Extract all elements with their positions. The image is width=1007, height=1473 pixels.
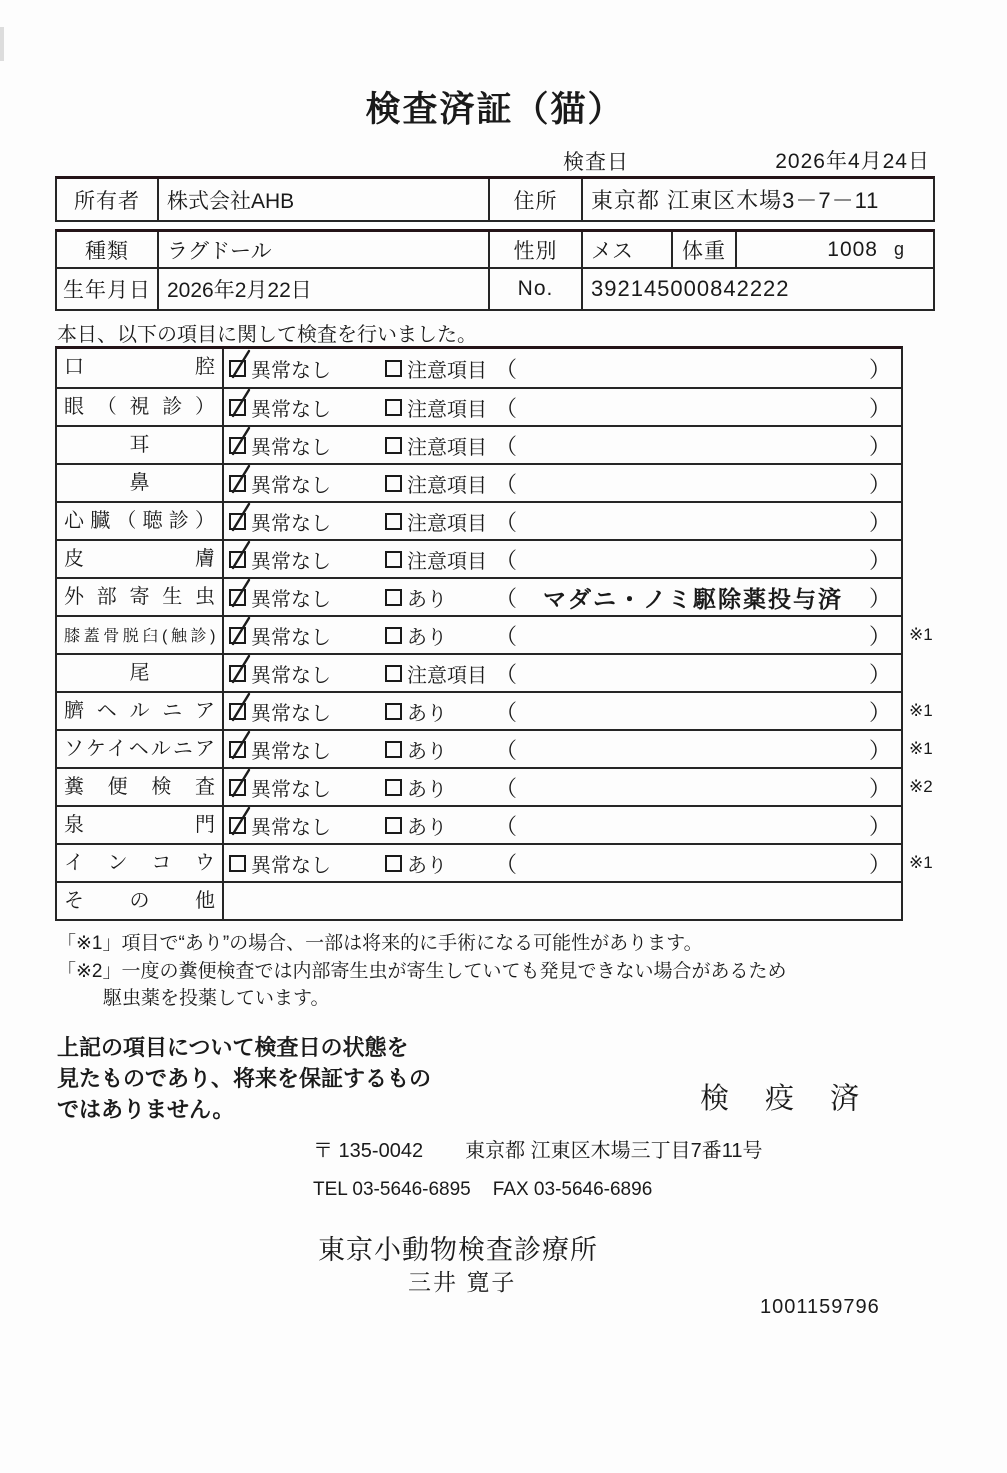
attention-option bbox=[385, 621, 495, 650]
remarks-text: マダニ・ノミ駆除薬投与済 bbox=[543, 585, 843, 612]
sex-label: 性別 bbox=[490, 232, 583, 267]
checklist-row bbox=[57, 691, 933, 729]
address-value: 東京都 江東区木場3－7－11 bbox=[591, 188, 880, 213]
checkmark-icon bbox=[227, 653, 253, 685]
no-abnormality-option bbox=[229, 659, 385, 688]
exam-result-cell bbox=[224, 465, 901, 501]
exam-item-label: 糞便検査 bbox=[57, 769, 224, 805]
paren-close: ） bbox=[868, 813, 891, 839]
clinic-address-line bbox=[313, 1134, 763, 1163]
paren-open: （ bbox=[495, 509, 518, 535]
attention-label: あり bbox=[407, 740, 447, 763]
owner-row bbox=[57, 179, 933, 220]
checkmark-icon bbox=[227, 615, 253, 647]
paren-open: （ bbox=[495, 433, 518, 459]
exam-result-cell bbox=[224, 541, 901, 577]
no-abnormality-checkbox bbox=[229, 551, 246, 568]
paren-open: （ bbox=[495, 737, 518, 763]
paren-open: （ bbox=[495, 471, 518, 497]
owner-value: 株式会社AHB bbox=[159, 179, 490, 220]
quarantine-stamp: 検 疫 済 bbox=[700, 1083, 874, 1115]
checklist-row bbox=[57, 463, 901, 501]
reference-mark: ※1 bbox=[909, 739, 933, 758]
checklist-row bbox=[57, 501, 901, 539]
disclaimer-line-1: 上記の項目について検査日の状態を bbox=[57, 1035, 409, 1060]
checklist-row bbox=[57, 349, 901, 387]
no-abnormality-option bbox=[229, 431, 385, 460]
checkmark-icon bbox=[227, 501, 253, 533]
checklist-row bbox=[57, 767, 933, 805]
paren-open: （ bbox=[495, 775, 518, 801]
paren-open: （ bbox=[495, 356, 518, 382]
no-abnormality-option bbox=[229, 469, 385, 498]
owner-label: 所有者 bbox=[57, 179, 159, 220]
paren-close: ） bbox=[868, 471, 891, 497]
paren-close: ） bbox=[868, 509, 891, 535]
attention-checkbox bbox=[385, 703, 402, 720]
footnote-2-line2: 駆虫薬を投薬しています。 bbox=[103, 988, 330, 1009]
exam-result-cell bbox=[224, 883, 901, 919]
remarks-field bbox=[495, 734, 901, 765]
exam-item-label: 鼻 bbox=[57, 465, 224, 501]
attention-checkbox bbox=[385, 437, 402, 454]
exam-result-cell bbox=[224, 693, 901, 729]
clinic-address: 東京都 江東区木場三丁目7番11号 bbox=[465, 1140, 763, 1162]
attention-checkbox bbox=[385, 399, 402, 416]
breed-row bbox=[57, 232, 933, 269]
attention-checkbox bbox=[385, 513, 402, 530]
paren-open: （ bbox=[495, 585, 518, 611]
disclaimer-line-2: 見たものであり、将来を保証するもの bbox=[57, 1066, 432, 1091]
checklist-table bbox=[55, 346, 933, 921]
veterinarian-name: 三井 寛子 bbox=[408, 1269, 517, 1295]
no-abnormality-option bbox=[229, 583, 385, 612]
attention-option bbox=[385, 431, 495, 460]
checkmark-icon bbox=[227, 425, 253, 457]
footnote-2-line1: 「※2」一度の糞便検査では内部寄生虫が寄生していても発見できない場合があるため bbox=[57, 961, 787, 982]
attention-label: 注意項目 bbox=[407, 550, 487, 573]
no-abnormality-option bbox=[229, 507, 385, 536]
exam-item-label: 尾 bbox=[57, 655, 224, 691]
exam-item-label: 膝蓋骨脱臼(触診) bbox=[57, 617, 224, 653]
no-label: No. bbox=[490, 269, 583, 309]
paren-close: ） bbox=[868, 737, 891, 763]
attention-label: 注意項目 bbox=[407, 436, 487, 459]
clinic-name: 東京小動物検査診療所 bbox=[318, 1235, 598, 1265]
attention-option bbox=[385, 545, 495, 574]
remarks-field bbox=[495, 392, 901, 423]
attention-option bbox=[385, 583, 495, 612]
attention-checkbox bbox=[385, 817, 402, 834]
no-abnormality-label: 異常なし bbox=[251, 474, 331, 497]
exam-result-cell bbox=[224, 579, 901, 615]
no-abnormality-checkbox bbox=[229, 513, 246, 530]
remarks-field bbox=[495, 468, 901, 499]
paren-close: ） bbox=[868, 661, 891, 687]
birth-date-label: 生年月日 bbox=[57, 269, 159, 309]
exam-item-label: 臍ヘルニア bbox=[57, 693, 224, 729]
attention-label: あり bbox=[407, 854, 447, 877]
attention-label: あり bbox=[407, 588, 447, 611]
attention-label: 注意項目 bbox=[407, 359, 487, 382]
remarks-field bbox=[495, 544, 901, 575]
paren-open: （ bbox=[495, 851, 518, 877]
birth-date-value: 2026年2月22日 bbox=[159, 269, 490, 309]
attention-option bbox=[385, 735, 495, 764]
checklist-row bbox=[57, 425, 901, 463]
attention-checkbox bbox=[385, 741, 402, 758]
paren-open: （ bbox=[495, 547, 518, 573]
checklist-row bbox=[57, 539, 901, 577]
no-abnormality-checkbox bbox=[229, 360, 246, 377]
exam-item-label: 外部寄生虫 bbox=[57, 579, 224, 615]
remarks-field bbox=[495, 430, 901, 461]
attention-label: 注意項目 bbox=[407, 512, 487, 535]
no-abnormality-label: 異常なし bbox=[251, 359, 331, 382]
attention-label: あり bbox=[407, 626, 447, 649]
exam-item-label: 心臓（聴診） bbox=[57, 503, 224, 539]
clinic-postal-code: 〒 135-0042 bbox=[313, 1140, 424, 1162]
exam-result-cell bbox=[224, 845, 901, 881]
no-abnormality-checkbox bbox=[229, 399, 246, 416]
no-abnormality-option bbox=[229, 773, 385, 802]
no-abnormality-label: 異常なし bbox=[251, 778, 331, 801]
attention-checkbox bbox=[385, 551, 402, 568]
reference-mark: ※1 bbox=[909, 701, 933, 720]
no-abnormality-label: 異常なし bbox=[251, 588, 331, 611]
no-abnormality-option bbox=[229, 735, 385, 764]
checklist-row bbox=[57, 729, 933, 767]
weight-unit: g bbox=[893, 239, 905, 259]
attention-label: あり bbox=[407, 778, 447, 801]
exam-item-label: 泉門 bbox=[57, 807, 224, 843]
attention-option bbox=[385, 697, 495, 726]
remarks-field bbox=[495, 353, 901, 384]
breed-value: ラグドール bbox=[159, 232, 490, 267]
no-abnormality-checkbox bbox=[229, 703, 246, 720]
attention-label: 注意項目 bbox=[407, 398, 487, 421]
inspection-date-value: 2026年4月24日 bbox=[775, 150, 930, 173]
checklist-row bbox=[57, 653, 901, 691]
attention-option bbox=[385, 507, 495, 536]
checklist-row bbox=[57, 387, 901, 425]
exam-item-label: インコウ bbox=[57, 845, 224, 881]
attention-checkbox bbox=[385, 589, 402, 606]
no-abnormality-checkbox bbox=[229, 665, 246, 682]
checkmark-icon bbox=[227, 767, 253, 799]
paren-close: ） bbox=[868, 547, 891, 573]
clinic-tel: TEL 03-5646-6895 bbox=[313, 1179, 471, 1200]
no-abnormality-option bbox=[229, 849, 385, 878]
checklist-row bbox=[57, 805, 901, 843]
reference-mark: ※1 bbox=[909, 853, 933, 872]
exam-item-label: 耳 bbox=[57, 427, 224, 463]
remarks-field bbox=[495, 581, 901, 614]
attention-option bbox=[385, 393, 495, 422]
remarks-field bbox=[495, 620, 901, 651]
no-value: 392145000842222 bbox=[591, 276, 790, 301]
remarks-field bbox=[495, 810, 901, 841]
exam-result-cell bbox=[224, 807, 901, 843]
attention-checkbox bbox=[385, 627, 402, 644]
serial-number: 1001159796 bbox=[760, 1296, 880, 1318]
checkmark-icon bbox=[227, 729, 253, 761]
animal-info-table bbox=[55, 229, 935, 311]
remarks-field bbox=[495, 696, 901, 727]
no-abnormality-label: 異常なし bbox=[251, 740, 331, 763]
paren-open: （ bbox=[495, 699, 518, 725]
owner-table bbox=[55, 176, 935, 222]
checkmark-icon bbox=[227, 463, 253, 495]
paren-close: ） bbox=[868, 851, 891, 877]
checkmark-icon bbox=[227, 805, 253, 837]
exam-result-cell bbox=[224, 655, 901, 691]
no-abnormality-checkbox bbox=[229, 589, 246, 606]
no-abnormality-label: 異常なし bbox=[251, 626, 331, 649]
paren-open: （ bbox=[495, 395, 518, 421]
disclaimer-text bbox=[57, 1032, 431, 1125]
remarks-field bbox=[495, 772, 901, 803]
clinic-fax: FAX 03-5646-6896 bbox=[492, 1179, 653, 1200]
no-abnormality-label: 異常なし bbox=[251, 398, 331, 421]
exam-item-label: 口腔 bbox=[57, 349, 224, 387]
attention-option bbox=[385, 811, 495, 840]
paren-open: （ bbox=[495, 661, 518, 687]
intro-text: 本日、以下の項目に関して検査を行いました。 bbox=[57, 324, 477, 346]
exam-result-cell bbox=[224, 349, 901, 387]
no-abnormality-label: 異常なし bbox=[251, 816, 331, 839]
checkmark-icon bbox=[227, 539, 253, 571]
weight-label: 体重 bbox=[673, 232, 737, 267]
address-label: 住所 bbox=[490, 179, 583, 220]
no-abnormality-checkbox bbox=[229, 817, 246, 834]
paren-close: ） bbox=[868, 433, 891, 459]
disclaimer-line-3: ではありません。 bbox=[57, 1097, 235, 1122]
exam-result-cell bbox=[224, 503, 901, 539]
no-abnormality-option bbox=[229, 393, 385, 422]
birth-row bbox=[57, 269, 933, 309]
checklist-row bbox=[57, 577, 901, 615]
weight-value bbox=[737, 232, 933, 267]
no-abnormality-checkbox bbox=[229, 627, 246, 644]
checklist-row bbox=[57, 843, 933, 881]
no-abnormality-label: 異常なし bbox=[251, 512, 331, 535]
remarks-field bbox=[495, 848, 901, 879]
exam-item-label: ソケイヘルニア bbox=[57, 731, 224, 767]
sex-value: メス bbox=[583, 232, 673, 267]
no-abnormality-option bbox=[229, 621, 385, 650]
no-abnormality-checkbox bbox=[229, 741, 246, 758]
no-abnormality-checkbox bbox=[229, 855, 246, 872]
paren-open: （ bbox=[495, 813, 518, 839]
no-abnormality-checkbox bbox=[229, 437, 246, 454]
no-abnormality-label: 異常なし bbox=[251, 436, 331, 459]
exam-result-cell bbox=[224, 731, 901, 767]
attention-option bbox=[385, 354, 495, 383]
no-abnormality-option bbox=[229, 545, 385, 574]
no-abnormality-label: 異常なし bbox=[251, 854, 331, 877]
exam-result-cell bbox=[224, 617, 901, 653]
no-abnormality-label: 異常なし bbox=[251, 702, 331, 725]
checkmark-icon bbox=[227, 348, 253, 380]
breed-label: 種類 bbox=[57, 232, 159, 267]
paren-open: （ bbox=[495, 623, 518, 649]
reference-mark: ※1 bbox=[909, 625, 933, 644]
checkmark-icon bbox=[227, 577, 253, 609]
exam-item-label: 眼（視診） bbox=[57, 389, 224, 425]
document-title: 検査済証（猫） bbox=[365, 90, 625, 129]
paren-close: ） bbox=[868, 623, 891, 649]
checkmark-icon bbox=[227, 691, 253, 723]
attention-label: 注意項目 bbox=[407, 474, 487, 497]
exam-item-label: その他 bbox=[57, 883, 224, 919]
no-abnormality-option bbox=[229, 697, 385, 726]
attention-label: あり bbox=[407, 816, 447, 839]
inspection-date-label: 検査日 bbox=[563, 151, 629, 174]
exam-result-cell bbox=[224, 427, 901, 463]
paren-close: ） bbox=[868, 395, 891, 421]
exam-result-cell bbox=[224, 769, 901, 805]
attention-checkbox bbox=[385, 779, 402, 796]
scan-edge-artifact bbox=[0, 27, 4, 61]
weight-number: 1008 bbox=[827, 237, 878, 261]
paren-close: ） bbox=[868, 585, 891, 611]
attention-option bbox=[385, 659, 495, 688]
attention-label: 注意項目 bbox=[407, 664, 487, 687]
attention-label: あり bbox=[407, 702, 447, 725]
exam-item-label: 皮膚 bbox=[57, 541, 224, 577]
attention-option bbox=[385, 773, 495, 802]
paren-close: ） bbox=[868, 699, 891, 725]
attention-option bbox=[385, 849, 495, 878]
no-abnormality-option bbox=[229, 354, 385, 383]
exam-result-cell bbox=[224, 389, 901, 425]
attention-checkbox bbox=[385, 855, 402, 872]
attention-checkbox bbox=[385, 665, 402, 682]
reference-mark: ※2 bbox=[909, 777, 933, 796]
paren-close: ） bbox=[868, 356, 891, 382]
checklist-row bbox=[57, 881, 901, 919]
no-abnormality-option bbox=[229, 811, 385, 840]
remarks-field bbox=[495, 506, 901, 537]
attention-checkbox bbox=[385, 360, 402, 377]
no-abnormality-checkbox bbox=[229, 475, 246, 492]
checkmark-icon bbox=[227, 387, 253, 419]
remarks-field bbox=[495, 658, 901, 689]
paren-close: ） bbox=[868, 775, 891, 801]
attention-checkbox bbox=[385, 475, 402, 492]
clinic-phone-line bbox=[313, 1179, 652, 1201]
attention-option bbox=[385, 469, 495, 498]
checklist-row bbox=[57, 615, 933, 653]
no-abnormality-label: 異常なし bbox=[251, 550, 331, 573]
no-abnormality-label: 異常なし bbox=[251, 664, 331, 687]
footnote-1: 「※1」項目で“あり”の場合、一部は将来的に手術になる可能性があります。 bbox=[57, 933, 703, 954]
no-abnormality-checkbox bbox=[229, 779, 246, 796]
